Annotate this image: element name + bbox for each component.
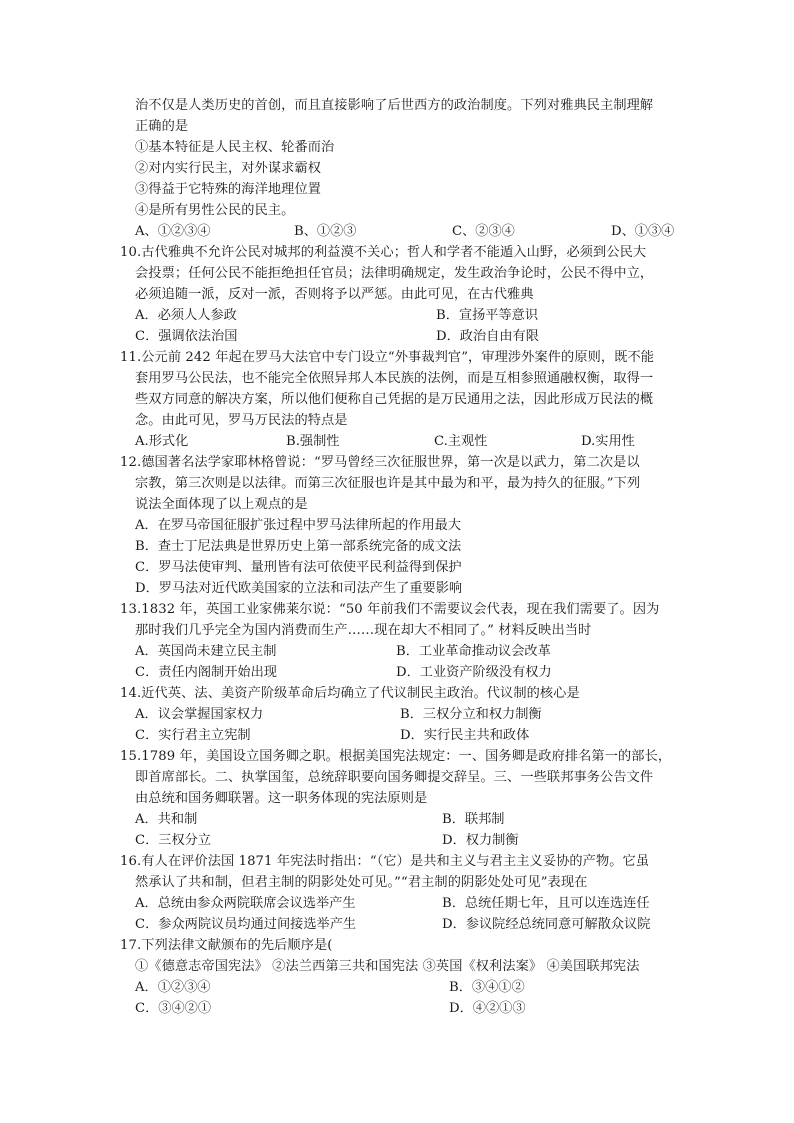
q9-option-b: B、①②③ bbox=[294, 224, 357, 239]
q14-option-c: C．实行君主立宪制 bbox=[135, 728, 251, 743]
q13-stem-line-2: 那时我们几乎完全为国内消费而生产……现在却大不相同了。” 材料反映出当时 bbox=[135, 623, 592, 638]
q14-option-d: D．实行民主共和政体 bbox=[400, 728, 530, 743]
q12-stem-line-3: 说法全面体现了以上观点的是 bbox=[135, 497, 308, 512]
q10-option-b: B．宣扬平等意识 bbox=[436, 308, 539, 323]
q11-option-a: A.形式化 bbox=[135, 434, 189, 449]
q13-option-c: C．责任内阁制开始出现 bbox=[135, 665, 277, 680]
q15-option-c: C．三权分立 bbox=[135, 833, 212, 848]
q17-option-b: B．③④①② bbox=[449, 980, 525, 995]
q12-option-b: B．查士丁尼法典是世界历史上第一部系统完备的成文法 bbox=[135, 539, 462, 554]
q10-option-a: A．必须人人参政 bbox=[135, 308, 237, 323]
q13-stem-line-1: 13.1832 年，英国工业家佛莱尔说：“50 年前我们不需要议会代表，现在我们需要了。因为 bbox=[120, 602, 660, 617]
q17-option-d: D．④②①③ bbox=[449, 1001, 526, 1016]
q12-option-c: C．罗马法使审判、量刑皆有法可依使平民利益得到保护 bbox=[135, 560, 462, 575]
q11-option-d: D.实用性 bbox=[581, 434, 635, 449]
q16-stem-line-2: 然承认了共和制，但君主制的阴影处处可见。”“君主制的阴影处处可见”表现在 bbox=[135, 875, 588, 890]
q10-stem-line-1: 10.古代雅典不允许公民对城邦的利益漠不关心；哲人和学者不能遁入山野，必须到公民大 bbox=[120, 245, 647, 260]
q13-option-b: B．工业革命推动议会改革 bbox=[396, 644, 551, 659]
q17-stem-line-1: 17.下列法律文献颁布的先后顺序是( bbox=[120, 938, 333, 953]
q17-option-a: A．①②③④ bbox=[135, 980, 211, 995]
q10-option-c: C．强调依法治国 bbox=[135, 329, 238, 344]
q12-stem-line-2: 宗教，第三次则是以法律。而第三次征服也许是其中最为和平，最为持久的征服。”下列 bbox=[135, 476, 641, 491]
q15-option-a: A．共和制 bbox=[135, 812, 198, 827]
q9-option-c: C、②③④ bbox=[452, 224, 515, 239]
q14-stem-line-1: 14.近代英、法、美资产阶级革命后均确立了代议制民主政治。代议制的核心是 bbox=[120, 686, 580, 701]
q17-option-c: C．③④②① bbox=[135, 1001, 212, 1016]
q16-option-b: B．总统任期七年，且可以连选连任 bbox=[442, 896, 650, 911]
q9-stem-line-1: 治不仅是人类历史的首创，而且直接影响了后世西方的政治制度。下列对雅典民主制理解 bbox=[135, 98, 654, 113]
q13-option-d: D．工业资产阶级没有权力 bbox=[396, 665, 552, 680]
q11-stem-line-1: 11.公元前 242 年起在罗马大法官中专门设立“外事裁判官”，审理涉外案件的原则，既不能 bbox=[120, 350, 655, 365]
q9-item-1: ①基本特征是人民主权、轮番而治 bbox=[135, 140, 335, 155]
q9-option-d: D、①③④ bbox=[611, 224, 675, 239]
q14-option-b: B．三权分立和权力制衡 bbox=[400, 707, 542, 722]
q9-stem-line-2: 正确的是 bbox=[135, 119, 189, 134]
q10-option-d: D．政治自由有限 bbox=[436, 329, 539, 344]
q10-stem-line-2: 会投票；任何公民不能拒绝担任官员；法律明确规定，发生政治争论时，公民不得中立， bbox=[135, 266, 654, 281]
q15-option-d: D．权力制衡 bbox=[442, 833, 519, 848]
q9-item-3: ③得益于它特殊的海洋地理位置 bbox=[135, 182, 322, 197]
q11-stem-line-3: 些双方同意的解决方案，所以他们便称自己凭据的是万民通用之法，因此形成万民法的概 bbox=[135, 392, 654, 407]
q10-stem-line-3: 必须追随一派，反对一派，否则将予以严惩。由此可见，在古代雅典 bbox=[135, 287, 534, 302]
q16-option-c: C．参众两院议员均通过间接选举产生 bbox=[135, 917, 357, 932]
q16-stem-line-1: 16.有人在评价法国 1871 年宪法时指出：“（它）是共和主义与君主主义妥协的产物。它虽 bbox=[120, 854, 650, 869]
q16-option-d: D．参议院经总统同意可解散众议院 bbox=[442, 917, 651, 932]
q11-option-c: C.主观性 bbox=[434, 434, 488, 449]
q12-option-d: D．罗马法对近代欧美国家的立法和司法产生了重要影响 bbox=[135, 581, 463, 596]
q16-option-a: A．总统由参众两院联席会议选举产生 bbox=[135, 896, 356, 911]
q14-option-a: A．议会掌握国家权力 bbox=[135, 707, 264, 722]
q11-stem-line-4: 念。由此可见，罗马万民法的特点是 bbox=[135, 413, 348, 428]
q13-option-a: A．英国尚未建立民主制 bbox=[135, 644, 277, 659]
q12-stem-line-1: 12.德国著名法学家耶林格曾说：“罗马曾经三次征服世界，第一次是以武力，第二次是以 bbox=[120, 455, 640, 470]
q15-stem-line-1: 15.1789 年，美国设立国务卿之职。根据美国宪法规定：一、国务卿是政府排名第一的部长， bbox=[120, 749, 672, 764]
q17-stem-line-2: ①《德意志帝国宪法》 ②法兰西第三共和国宪法 ③英国《权利法案》 ④美国联邦宪法 bbox=[135, 959, 640, 974]
q11-stem-line-2: 套用罗马公民法，也不能完全依照异邦人本民族的法例，而是互相参照通融权衡，取得一 bbox=[135, 371, 654, 386]
q12-option-a: A．在罗马帝国征服扩张过程中罗马法律所起的作用最大 bbox=[135, 518, 462, 533]
q15-option-b: B．联邦制 bbox=[442, 812, 505, 827]
q9-item-4: ④是所有男性公民的民主。 bbox=[135, 203, 295, 218]
q11-option-b: B.强制性 bbox=[286, 434, 340, 449]
q9-item-2: ②对内实行民主，对外谋求霸权 bbox=[135, 161, 322, 176]
q15-stem-line-2: 即首席部长。二、执掌国玺，总统辞职要向国务卿提交辞呈。三、一些联邦事务公告文件 bbox=[135, 770, 654, 785]
q15-stem-line-3: 由总统和国务卿联署。这一职务体现的宪法原则是 bbox=[135, 791, 428, 806]
q9-option-a: A、①②③④ bbox=[135, 224, 211, 239]
